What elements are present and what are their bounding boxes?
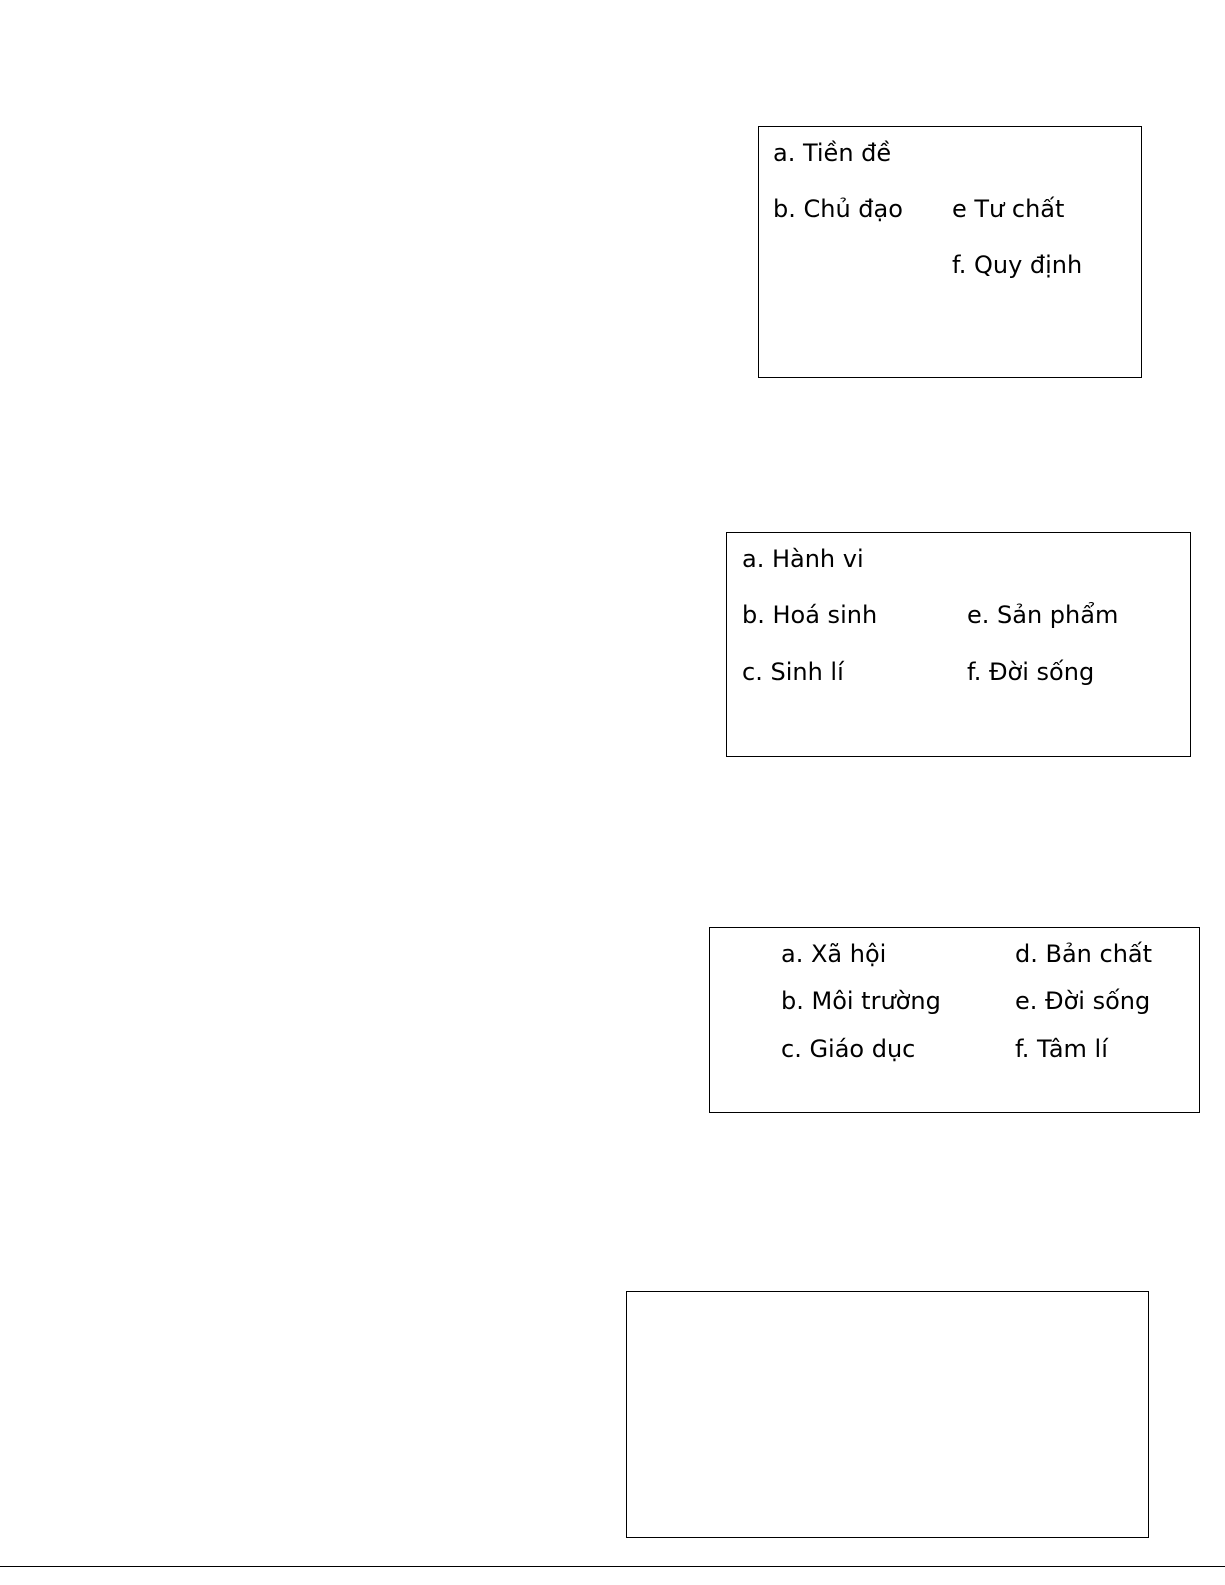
- answer-options-box-4: [626, 1291, 1149, 1538]
- option-d: d. Bản chất: [1015, 940, 1153, 968]
- option-f: f. Tâm lí: [1015, 1035, 1108, 1063]
- page-bottom-rule: [0, 1566, 1225, 1567]
- option-b: b. Chủ đạo: [773, 195, 903, 223]
- answer-options-box-1: [758, 126, 1142, 378]
- option-f: f. Đời sống: [967, 658, 1095, 686]
- option-c: c. Sinh lí: [742, 658, 844, 686]
- option-a: a. Hành vi: [742, 545, 864, 573]
- option-e: e Tư chất: [952, 195, 1065, 223]
- option-b: b. Hoá sinh: [742, 601, 878, 629]
- option-f: f. Quy định: [952, 251, 1083, 279]
- option-a: a. Tiền đề: [773, 139, 892, 167]
- option-b: b. Môi trường: [781, 987, 941, 1015]
- option-e: e. Đời sống: [1015, 987, 1151, 1015]
- answer-options-box-3: [709, 927, 1200, 1113]
- option-a: a. Xã hội: [781, 940, 887, 968]
- option-e: e. Sản phẩm: [967, 601, 1119, 629]
- option-c: c. Giáo dục: [781, 1035, 916, 1063]
- answer-options-box-2: [726, 532, 1191, 757]
